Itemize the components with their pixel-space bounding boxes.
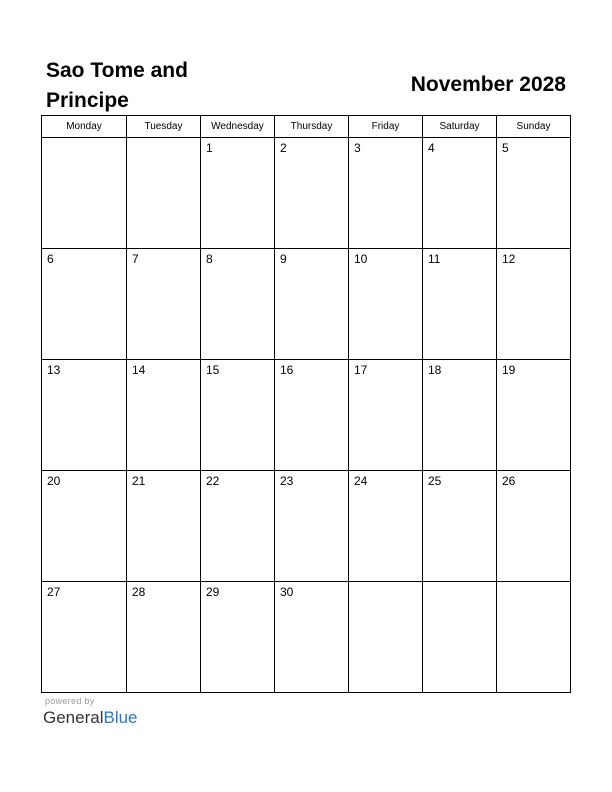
week-row	[42, 360, 571, 471]
week-row	[42, 471, 571, 582]
day-cell	[42, 360, 127, 471]
country-title: Sao Tome and Principe	[46, 59, 188, 112]
day-number: 25	[428, 474, 442, 488]
day-cell	[423, 249, 497, 360]
brand-name-general: General	[43, 708, 104, 727]
day-cell	[127, 360, 201, 471]
day-cell	[127, 138, 201, 249]
day-cell	[349, 582, 423, 693]
week-row	[42, 249, 571, 360]
day-number: 5	[502, 141, 509, 155]
day-number: 29	[206, 585, 220, 599]
day-cell	[201, 471, 275, 582]
day-cell	[497, 582, 571, 693]
day-cell	[42, 138, 127, 249]
day-cell	[275, 471, 349, 582]
day-cell	[497, 471, 571, 582]
day-number: 10	[354, 252, 368, 266]
day-cell	[423, 360, 497, 471]
day-number: 15	[206, 363, 220, 377]
day-cell	[423, 582, 497, 693]
day-cell	[497, 249, 571, 360]
day-number: 23	[280, 474, 294, 488]
day-number: 27	[47, 585, 61, 599]
day-number: 28	[132, 585, 146, 599]
day-number: 16	[280, 363, 294, 377]
day-cell	[201, 582, 275, 693]
day-cell	[349, 360, 423, 471]
brand-name	[43, 708, 138, 728]
day-number	[349, 582, 422, 585]
day-cell	[349, 249, 423, 360]
day-cell	[201, 138, 275, 249]
day-number: 21	[132, 474, 146, 488]
day-cell	[42, 471, 127, 582]
day-number: 6	[47, 252, 54, 266]
day-cell	[349, 471, 423, 582]
day-number: 7	[132, 252, 139, 266]
week-row	[42, 138, 571, 249]
month-year-title: November 2028	[410, 73, 566, 96]
day-number: 20	[47, 474, 61, 488]
day-number: 26	[502, 474, 516, 488]
day-number: 17	[354, 363, 368, 377]
weekday-sunday: Sunday	[497, 116, 571, 138]
day-number: 11	[428, 252, 441, 266]
day-number: 4	[428, 141, 435, 155]
day-number: 30	[280, 585, 294, 599]
powered-by-text: powered by	[45, 696, 95, 706]
day-cell	[201, 249, 275, 360]
day-cell	[42, 582, 127, 693]
brand-logo	[43, 696, 138, 728]
weekday-monday: Monday	[42, 116, 127, 138]
day-number: 18	[428, 363, 442, 377]
weekday-thursday: Thursday	[275, 116, 349, 138]
day-cell	[423, 471, 497, 582]
week-row	[42, 582, 571, 693]
day-cell	[127, 249, 201, 360]
day-cell	[275, 582, 349, 693]
day-number	[127, 138, 200, 141]
day-number	[497, 582, 570, 585]
day-cell	[423, 138, 497, 249]
day-number: 9	[280, 252, 287, 266]
day-cell	[275, 138, 349, 249]
weekday-wednesday: Wednesday	[201, 116, 275, 138]
day-cell	[349, 138, 423, 249]
day-number: 22	[206, 474, 220, 488]
weekday-friday: Friday	[349, 116, 423, 138]
weekday-saturday: Saturday	[423, 116, 497, 138]
day-cell	[275, 360, 349, 471]
day-number: 13	[47, 363, 61, 377]
day-number: 24	[354, 474, 368, 488]
day-cell	[201, 360, 275, 471]
brand-name-blue: Blue	[103, 708, 138, 727]
day-cell	[497, 138, 571, 249]
weekday-header-row	[42, 116, 571, 138]
day-cell	[497, 360, 571, 471]
day-number: 1	[206, 141, 213, 155]
day-number: 12	[502, 252, 516, 266]
day-number: 19	[502, 363, 516, 377]
day-number: 8	[206, 252, 213, 266]
day-number: 2	[280, 141, 287, 155]
day-number: 14	[132, 363, 146, 377]
day-number	[42, 138, 126, 141]
calendar-grid	[41, 115, 571, 693]
day-number: 3	[354, 141, 361, 155]
day-cell	[127, 582, 201, 693]
day-cell	[275, 249, 349, 360]
day-cell	[42, 249, 127, 360]
day-cell	[127, 471, 201, 582]
weekday-tuesday: Tuesday	[127, 116, 201, 138]
day-number	[423, 582, 496, 585]
